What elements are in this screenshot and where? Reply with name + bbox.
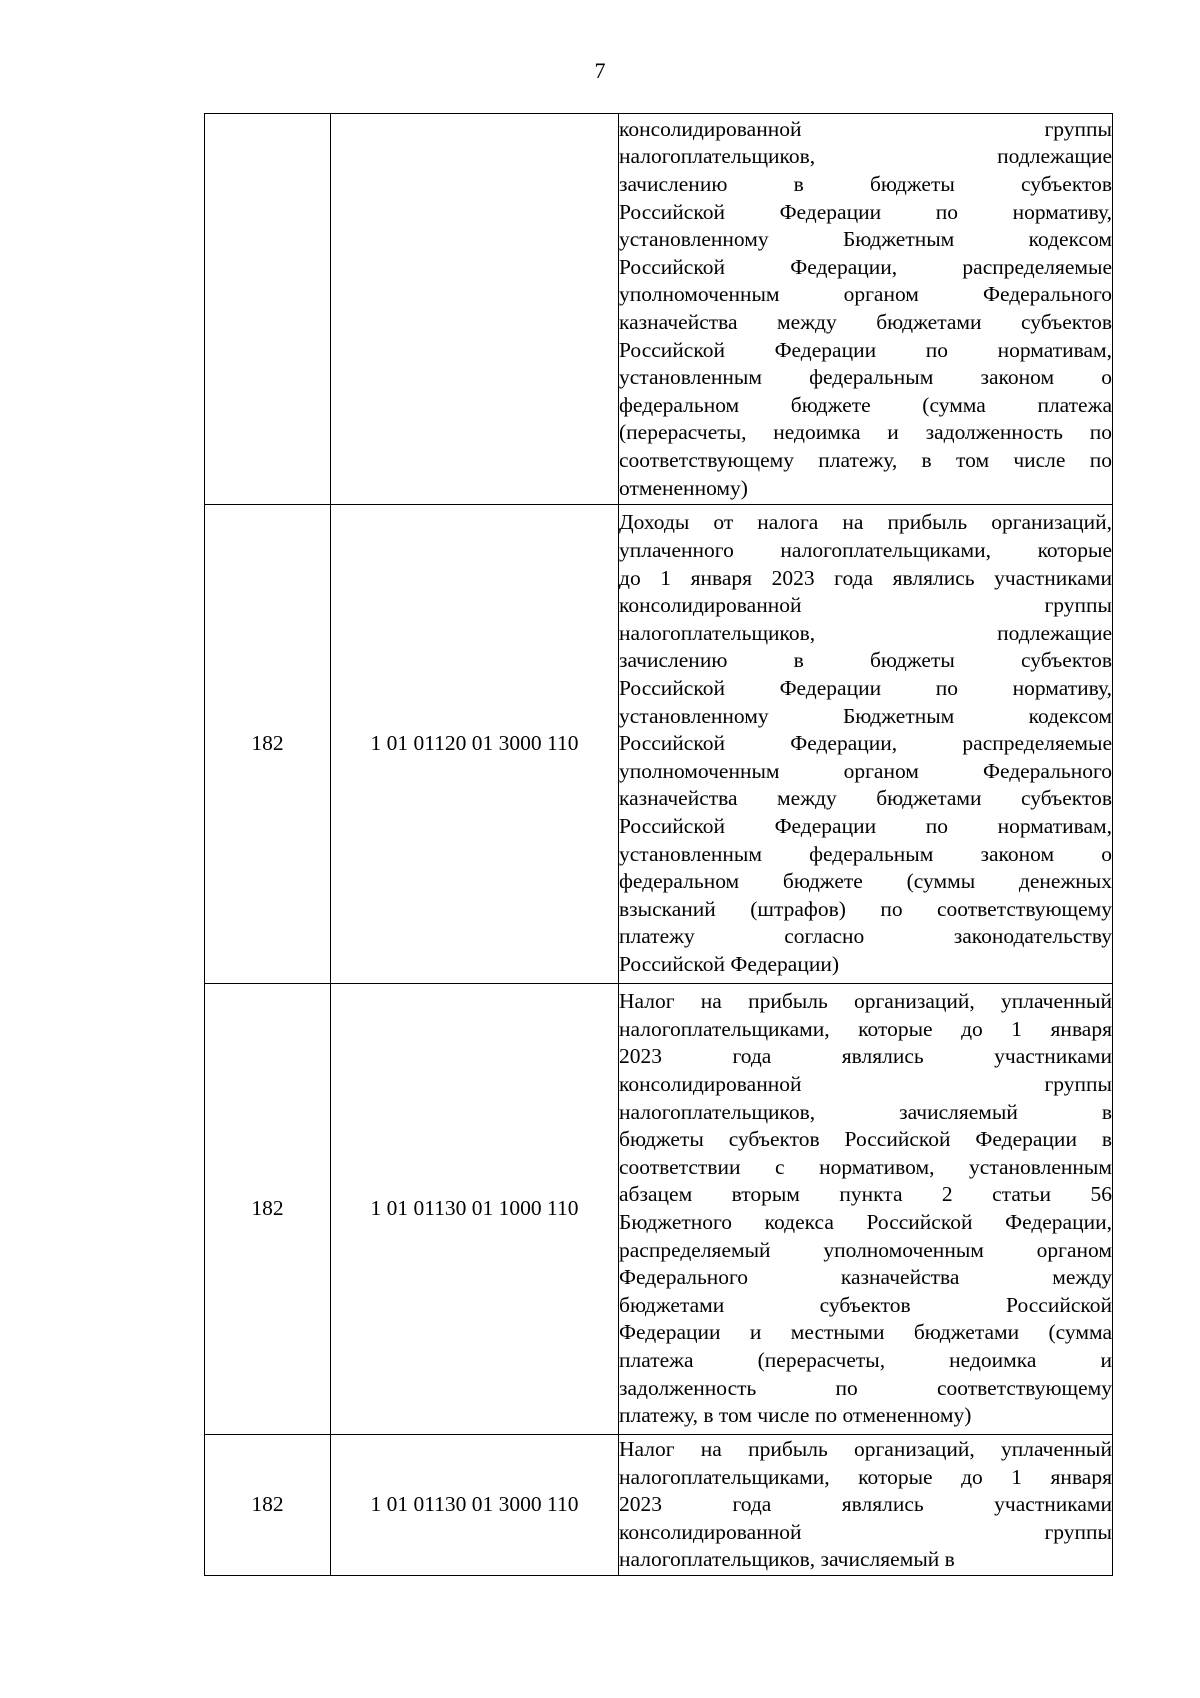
description-line: отмененному) bbox=[619, 475, 748, 500]
description-line: федеральном бюджете (сумма платежа bbox=[619, 392, 1112, 417]
description-line: установленным федеральным законом о bbox=[619, 841, 1112, 866]
description-line: казначейства между бюджетами субъектов bbox=[619, 310, 1112, 334]
description-line: платежа (перерасчеты, недоимка и bbox=[619, 1347, 1112, 1372]
description-line: до 1 января 2023 года являлись участниками bbox=[619, 565, 1112, 590]
description-line: федеральном бюджете (суммы денежных bbox=[619, 869, 1112, 894]
description-line: соответствующему платежу, в том числе по bbox=[619, 447, 1112, 472]
description-line: платежу согласно законодательству bbox=[619, 924, 1112, 949]
description-cell bbox=[619, 505, 1113, 984]
description-line: Российской Федерации) bbox=[619, 951, 840, 976]
description-line: уплаченного налогоплательщиками, которые bbox=[619, 538, 1112, 563]
admin-code-cell: 182 bbox=[205, 505, 331, 984]
table-row bbox=[205, 1435, 1113, 1576]
description-line: Федерального казначейства между bbox=[619, 1265, 1112, 1290]
kbk-code-cell bbox=[331, 114, 619, 505]
admin-code-cell: 182 bbox=[205, 984, 331, 1435]
budget-classification-table bbox=[204, 113, 1113, 1576]
description-line: налогоплательщиков, подлежащие bbox=[619, 144, 1112, 169]
table-row bbox=[205, 984, 1113, 1435]
description-line: 2023 года являлись участниками bbox=[619, 1044, 1112, 1069]
description-line: уполномоченным органом Федерального bbox=[619, 758, 1112, 783]
description-line: консолидированной группы bbox=[619, 1072, 1112, 1097]
description-line: установленному Бюджетным кодексом bbox=[619, 227, 1112, 252]
description-line: бюджетами субъектов Российской bbox=[619, 1292, 1112, 1317]
description-line: Федерации и местными бюджетами (сумма bbox=[619, 1320, 1112, 1345]
description-line: бюджеты субъектов Российской Федерации в bbox=[619, 1127, 1112, 1152]
description-line: консолидированной группы bbox=[619, 116, 1112, 141]
description-line: налогоплательщиков, зачисляемый в bbox=[619, 1099, 1112, 1124]
description-line: зачислению в бюджеты субъектов bbox=[619, 172, 1112, 197]
description-line: казначейства между бюджетами субъектов bbox=[619, 786, 1112, 811]
kbk-code-cell: 1 01 01130 01 3000 110 bbox=[331, 1435, 619, 1576]
description-line: консолидированной группы bbox=[619, 1519, 1112, 1544]
admin-code-cell: 182 bbox=[205, 1435, 331, 1576]
admin-code-cell bbox=[205, 114, 331, 505]
description-line: (перерасчеты, недоимка и задолженность по bbox=[619, 420, 1112, 445]
description-line: Российской Федерации, распределяемые bbox=[619, 731, 1112, 756]
description-line: 2023 года являлись участниками bbox=[619, 1492, 1112, 1517]
description-cell bbox=[619, 984, 1113, 1435]
table-row bbox=[205, 114, 1113, 505]
description-line: установленному Бюджетным кодексом bbox=[619, 703, 1112, 728]
description-line: соответствии с нормативом, установленным bbox=[619, 1154, 1112, 1179]
description-line: платежу, в том числе по отмененному) bbox=[619, 1403, 972, 1428]
description-line: установленным федеральным законом о bbox=[619, 365, 1112, 390]
table-row bbox=[205, 505, 1113, 984]
description-line: налогоплательщиков, подлежащие bbox=[619, 620, 1112, 645]
description-line: задолженность по соответствующему bbox=[619, 1375, 1112, 1400]
description-line: Налог на прибыль организаций, уплаченный bbox=[619, 989, 1112, 1014]
description-line: зачислению в бюджеты субъектов bbox=[619, 648, 1112, 673]
description-line: Доходы от налога на прибыль организаций, bbox=[619, 510, 1112, 535]
kbk-code-cell: 1 01 01130 01 1000 110 bbox=[331, 984, 619, 1435]
description-line: распределяемый уполномоченным органом bbox=[619, 1237, 1112, 1262]
description-line: Налог на прибыль организаций, уплаченный bbox=[619, 1437, 1112, 1462]
description-line: Российской Федерации по нормативу, bbox=[619, 676, 1112, 701]
description-cell bbox=[619, 1435, 1113, 1576]
description-line: Российской Федерации, распределяемые bbox=[619, 254, 1112, 279]
page-number: 7 bbox=[594, 58, 606, 83]
description-line: уполномоченным органом Федерального bbox=[619, 282, 1112, 307]
description-line: налогоплательщиков, зачисляемый в bbox=[619, 1547, 955, 1572]
kbk-code-cell: 1 01 01120 01 3000 110 bbox=[331, 505, 619, 984]
description-line: налогоплательщиками, которые до 1 января bbox=[619, 1464, 1112, 1489]
description-line: абзацем вторым пункта 2 статьи 56 bbox=[619, 1182, 1112, 1207]
description-cell bbox=[619, 114, 1113, 505]
description-line: налогоплательщиками, которые до 1 января bbox=[619, 1016, 1112, 1041]
description-line: Российской Федерации по нормативам, bbox=[619, 813, 1112, 838]
description-line: взысканий (штрафов) по соответствующему bbox=[619, 896, 1112, 921]
description-line: консолидированной группы bbox=[619, 593, 1112, 618]
description-line: Российской Федерации по нормативам, bbox=[619, 337, 1112, 362]
description-line: Российской Федерации по нормативу, bbox=[619, 199, 1112, 224]
description-line: Бюджетного кодекса Российской Федерации, bbox=[619, 1210, 1112, 1234]
